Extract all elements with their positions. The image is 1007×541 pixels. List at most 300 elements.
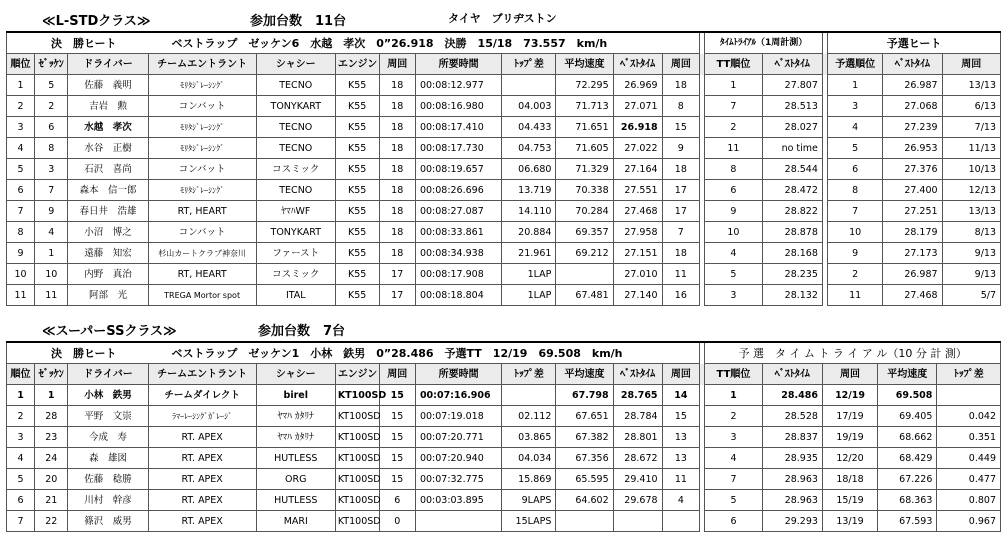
table-cell: ﾔﾏﾊWF — [256, 201, 335, 222]
column-header: シャシー — [256, 54, 335, 75]
table-cell: 28.027 — [762, 117, 822, 138]
table-cell: 7/13 — [942, 117, 1000, 138]
table-cell: 1 — [705, 75, 762, 96]
table-cell: MARI — [256, 511, 335, 532]
table-cell: 9 — [705, 201, 762, 222]
column-header: TT順位 — [705, 54, 762, 75]
column-header: ﾄｯﾌﾟ差 — [502, 54, 556, 75]
table-cell: 14.110 — [502, 201, 556, 222]
table-row — [7, 406, 1001, 427]
table-cell: 22 — [35, 511, 68, 532]
table-cell: 26.918 — [613, 117, 662, 138]
table-cell: 18 — [379, 96, 415, 117]
table-cell: 0.449 — [937, 448, 1001, 469]
table-cell: 68.429 — [878, 448, 937, 469]
table-cell: 69.212 — [556, 243, 613, 264]
table-cell: 03.865 — [502, 427, 556, 448]
table-cell: 12/19 — [822, 385, 877, 406]
table-cell: 11 — [7, 285, 35, 306]
table-cell: 水越 孝次 — [68, 117, 148, 138]
table-cell: 27.468 — [613, 201, 662, 222]
table-cell: 9LAPS — [502, 490, 556, 511]
table-cell: コスミック — [256, 159, 335, 180]
table-cell: 3 — [7, 427, 35, 448]
table-cell: チームダイレクト — [148, 385, 256, 406]
table-cell: 15 — [379, 427, 415, 448]
table-cell: 7 — [35, 180, 68, 201]
table-row — [7, 264, 1001, 285]
table-cell: コスミック — [256, 264, 335, 285]
table-cell: 8 — [705, 159, 762, 180]
table-cell — [937, 385, 1001, 406]
table-cell: 28.472 — [762, 180, 822, 201]
table-cell: 11 — [705, 138, 762, 159]
table-cell: 19/19 — [822, 427, 877, 448]
column-header: エンジン — [335, 54, 379, 75]
table-cell: 00:07:16.906 — [415, 385, 501, 406]
table-row — [7, 117, 1001, 138]
table-cell: 71.713 — [556, 96, 613, 117]
column-header: ドライバー — [68, 364, 148, 385]
table-cell: 0.351 — [937, 427, 1001, 448]
table-cell: 67.356 — [556, 448, 613, 469]
table-cell: 15 — [662, 117, 700, 138]
table-cell: 27.551 — [613, 180, 662, 201]
table-cell: 71.329 — [556, 159, 613, 180]
table-cell: 5 — [705, 264, 762, 285]
table-cell: RT. APEX — [148, 511, 256, 532]
column-header: エンジン — [335, 364, 379, 385]
table-cell: 69.357 — [556, 222, 613, 243]
table-cell: 18 — [379, 201, 415, 222]
table-cell: コンバット — [148, 222, 256, 243]
table-cell: K55 — [335, 180, 379, 201]
table-row — [7, 159, 1001, 180]
table-cell: 28.837 — [762, 427, 822, 448]
table-cell: 吉岩 勲 — [68, 96, 148, 117]
table-cell: 18 — [379, 138, 415, 159]
table-cell: 27.140 — [613, 285, 662, 306]
table-cell: 阿部 光 — [68, 285, 148, 306]
table-row — [7, 222, 1001, 243]
table-cell: 00:08:27.087 — [415, 201, 501, 222]
table-cell: 8 — [7, 222, 35, 243]
column-header: 周回 — [662, 364, 700, 385]
table-cell: 27.071 — [613, 96, 662, 117]
table-cell: 16 — [662, 285, 700, 306]
table-cell: 8/13 — [942, 222, 1000, 243]
table-cell: 28.168 — [762, 243, 822, 264]
table-cell: ﾓﾘﾀｼﾞﾚｰｼﾝｸﾞ — [148, 180, 256, 201]
table-cell: 9 — [662, 138, 700, 159]
table-cell: 10 — [828, 222, 883, 243]
superss-header-row — [7, 364, 1001, 385]
table-cell: TREGA Mortor spot — [148, 285, 256, 306]
table-cell: 27.468 — [883, 285, 942, 306]
table-row — [7, 448, 1001, 469]
table-cell: 13 — [662, 427, 700, 448]
column-header: ドライバー — [68, 54, 148, 75]
table-cell: 6 — [379, 490, 415, 511]
table-cell — [415, 511, 501, 532]
column-header: 周回 — [662, 54, 700, 75]
table-cell: 7 — [7, 511, 35, 532]
table-cell: 67.226 — [878, 469, 937, 490]
table-cell: 69.508 — [878, 385, 937, 406]
column-header: 周回 — [379, 54, 415, 75]
table-cell: 15 — [662, 406, 700, 427]
table-cell: 28.179 — [883, 222, 942, 243]
table-cell: 6 — [35, 117, 68, 138]
table-cell: 26.969 — [613, 75, 662, 96]
column-header: 所要時間 — [415, 54, 501, 75]
table-cell: KT100SD — [335, 427, 379, 448]
table-cell: ORG — [256, 469, 335, 490]
table-cell: 21 — [35, 490, 68, 511]
table-cell: 0 — [379, 511, 415, 532]
table-cell: 28.765 — [613, 385, 662, 406]
table-cell: 6 — [828, 159, 883, 180]
table-cell: 5 — [35, 75, 68, 96]
table-cell: RT. APEX — [148, 490, 256, 511]
table-cell: 13/19 — [822, 511, 877, 532]
table-cell: 27.400 — [883, 180, 942, 201]
table-cell: 3 — [7, 117, 35, 138]
table-cell: 64.602 — [556, 490, 613, 511]
table-cell: 28.132 — [762, 285, 822, 306]
column-header: ﾍﾞｽﾄﾀｲﾑ — [613, 54, 662, 75]
table-cell: TECNO — [256, 117, 335, 138]
table-cell: 00:08:17.730 — [415, 138, 501, 159]
table-cell: 29.410 — [613, 469, 662, 490]
table-row — [7, 385, 1001, 406]
table-cell: 杉山カートクラブ神奈川 — [148, 243, 256, 264]
table-cell: 遠藤 知宏 — [68, 243, 148, 264]
table-cell: 26.987 — [883, 75, 942, 96]
table-cell: 9/13 — [942, 243, 1000, 264]
table-cell: 68.662 — [878, 427, 937, 448]
table-cell: 13/13 — [942, 201, 1000, 222]
table-cell: 28.486 — [762, 385, 822, 406]
table-cell: RT. APEX — [148, 448, 256, 469]
table-cell: 森本 信一郎 — [68, 180, 148, 201]
table-cell: ﾓﾘﾀｼﾞﾚｰｼﾝｸﾞ — [148, 75, 256, 96]
table-cell: 15 — [379, 469, 415, 490]
table-cell: 18 — [662, 159, 700, 180]
table-cell: RT. APEX — [148, 427, 256, 448]
column-header: 平均速度 — [556, 364, 613, 385]
table-cell: no time — [762, 138, 822, 159]
lstd-final-heat-band: 決 勝ヒート ベストラップ ゼッケン6 水越 孝次 0”26.918 決勝 15/18 73.557 km/h — [7, 32, 700, 54]
table-cell: 18 — [379, 243, 415, 264]
column-header: 周回 — [379, 364, 415, 385]
table-cell: 18 — [379, 117, 415, 138]
table-cell: 70.338 — [556, 180, 613, 201]
table-cell: 00:08:18.804 — [415, 285, 501, 306]
table-cell: 6 — [7, 490, 35, 511]
table-cell: 17 — [379, 264, 415, 285]
table-cell: 28.822 — [762, 201, 822, 222]
table-cell: 7 — [705, 96, 762, 117]
table-cell: 14 — [662, 385, 700, 406]
table-cell: コンバット — [148, 96, 256, 117]
table-cell: 0.042 — [937, 406, 1001, 427]
table-cell: 04.034 — [502, 448, 556, 469]
table-cell: 00:07:20.940 — [415, 448, 501, 469]
table-cell: 11 — [828, 285, 883, 306]
table-cell: 2 — [705, 406, 762, 427]
table-cell: 6/13 — [942, 96, 1000, 117]
table-cell: 1 — [35, 385, 68, 406]
table-cell: 6 — [7, 180, 35, 201]
table-row — [7, 75, 1001, 96]
table-cell: ﾗﾏｰﾚｰｼﾝｸﾞｶﾞﾚｰｼﾞ — [148, 406, 256, 427]
table-cell: 5 — [7, 159, 35, 180]
table-cell: コンバット — [148, 159, 256, 180]
table-cell: 10/13 — [942, 159, 1000, 180]
column-header: 周回 — [822, 364, 877, 385]
table-cell: 小林 鉄男 — [68, 385, 148, 406]
table-cell: 1LAP — [502, 264, 556, 285]
table-cell: 15 — [379, 406, 415, 427]
table-cell: 67.593 — [878, 511, 937, 532]
lstd-tire-brand: タイヤ ブリヂストン — [448, 12, 557, 25]
table-cell: 21.961 — [502, 243, 556, 264]
table-cell: 13.719 — [502, 180, 556, 201]
table-cell: 5 — [828, 138, 883, 159]
table-cell: 29.678 — [613, 490, 662, 511]
table-cell: 17 — [662, 201, 700, 222]
column-header: 平均速度 — [556, 54, 613, 75]
table-cell: 0.967 — [937, 511, 1001, 532]
table-cell: 00:08:12.977 — [415, 75, 501, 96]
table-cell: K55 — [335, 222, 379, 243]
table-cell: 28.235 — [762, 264, 822, 285]
table-cell: ﾔﾏﾊ ｶﾀﾘﾅ — [256, 427, 335, 448]
table-cell: 04.003 — [502, 96, 556, 117]
table-cell: 26.987 — [883, 264, 942, 285]
table-cell: 13 — [662, 448, 700, 469]
table-cell: K55 — [335, 117, 379, 138]
table-cell: 4 — [705, 448, 762, 469]
table-cell: 小沼 博之 — [68, 222, 148, 243]
table-cell: TECNO — [256, 180, 335, 201]
table-cell: 1 — [35, 243, 68, 264]
lstd-band-row — [7, 32, 1001, 54]
table-cell: TONYKART — [256, 96, 335, 117]
table-cell: 15LAPS — [502, 511, 556, 532]
table-cell: 00:07:19.018 — [415, 406, 501, 427]
table-cell: ﾓﾘﾀｼﾞﾚｰｼﾝｸﾞ — [148, 117, 256, 138]
column-header: 順位 — [7, 54, 35, 75]
column-header: ﾄｯﾌﾟ差 — [502, 364, 556, 385]
table-cell: 27.068 — [883, 96, 942, 117]
table-cell: 17 — [662, 180, 700, 201]
lstd-header-row — [7, 54, 1001, 75]
table-cell — [556, 511, 613, 532]
table-cell: 3 — [705, 285, 762, 306]
table-cell: 00:07:32.775 — [415, 469, 501, 490]
table-cell: 27.239 — [883, 117, 942, 138]
table-cell: 28.528 — [762, 406, 822, 427]
table-row — [7, 201, 1001, 222]
table-cell: 4 — [662, 490, 700, 511]
table-cell: 71.651 — [556, 117, 613, 138]
table-cell: ﾓﾘﾀｼﾞﾚｰｼﾝｸﾞ — [148, 138, 256, 159]
table-cell: 9/13 — [942, 264, 1000, 285]
table-cell: 27.022 — [613, 138, 662, 159]
table-cell: 11/13 — [942, 138, 1000, 159]
table-cell: 67.481 — [556, 285, 613, 306]
table-cell: 00:08:33.861 — [415, 222, 501, 243]
table-cell: 04.433 — [502, 117, 556, 138]
table-cell: 27.251 — [883, 201, 942, 222]
column-header: チームエントラント — [148, 54, 256, 75]
table-cell: 4 — [35, 222, 68, 243]
table-cell: 28.878 — [762, 222, 822, 243]
table-cell: 佐藤 義明 — [68, 75, 148, 96]
table-cell: 8 — [662, 96, 700, 117]
table-cell: 67.651 — [556, 406, 613, 427]
table-cell: 18 — [662, 75, 700, 96]
table-cell: TONYKART — [256, 222, 335, 243]
table-cell: K55 — [335, 138, 379, 159]
table-row — [7, 427, 1001, 448]
table-cell: 18/18 — [822, 469, 877, 490]
table-cell: 1 — [828, 75, 883, 96]
table-cell: 川村 幹彦 — [68, 490, 148, 511]
table-row — [7, 469, 1001, 490]
table-cell: 11 — [662, 469, 700, 490]
table-cell: 65.595 — [556, 469, 613, 490]
lstd-entries-count: 参加台数 11台 — [250, 14, 347, 29]
table-cell: K55 — [335, 285, 379, 306]
table-cell: K55 — [335, 264, 379, 285]
column-header: 予選順位 — [828, 54, 883, 75]
table-cell: KT100SD — [335, 385, 379, 406]
column-header: ﾍﾞｽﾄﾀｲﾑ — [613, 364, 662, 385]
table-cell: 27.173 — [883, 243, 942, 264]
table-cell: 20 — [35, 469, 68, 490]
column-header: ﾄｯﾌﾟ差 — [937, 364, 1001, 385]
table-cell: 2 — [828, 264, 883, 285]
table-cell: 11 — [662, 264, 700, 285]
table-cell: 28.513 — [762, 96, 822, 117]
table-cell: 1 — [7, 75, 35, 96]
table-cell: 5 — [705, 490, 762, 511]
table-cell — [502, 75, 556, 96]
table-cell: K55 — [335, 243, 379, 264]
table-cell: 28.784 — [613, 406, 662, 427]
superss-time-trial-band: 予 選 タ イ ム ト ラ イ ア ル（10 分 計 測） — [705, 342, 1001, 364]
table-cell: 00:07:20.771 — [415, 427, 501, 448]
table-cell: 4 — [7, 448, 35, 469]
column-header: ｾﾞｯｹﾝ — [35, 364, 68, 385]
table-cell: 5 — [7, 469, 35, 490]
table-cell: 69.405 — [878, 406, 937, 427]
table-cell: 17/19 — [822, 406, 877, 427]
table-cell: birel — [256, 385, 335, 406]
table-row — [7, 96, 1001, 117]
table-cell: 1 — [7, 385, 35, 406]
table-cell: 7 — [662, 222, 700, 243]
table-cell: K55 — [335, 159, 379, 180]
table-cell: RT. APEX — [148, 469, 256, 490]
table-cell: 9 — [7, 243, 35, 264]
table-cell: 00:03:03.895 — [415, 490, 501, 511]
table-cell: 27.376 — [883, 159, 942, 180]
table-cell: 15.869 — [502, 469, 556, 490]
column-header: シャシー — [256, 364, 335, 385]
table-cell — [556, 264, 613, 285]
table-cell: 4 — [828, 117, 883, 138]
column-header: ｾﾞｯｹﾝ — [35, 54, 68, 75]
table-cell: 7 — [705, 469, 762, 490]
table-cell: 68.363 — [878, 490, 937, 511]
table-cell: 04.753 — [502, 138, 556, 159]
table-cell — [613, 511, 662, 532]
table-cell: 12/13 — [942, 180, 1000, 201]
table-cell: 15 — [379, 385, 415, 406]
table-cell: 2 — [35, 96, 68, 117]
table-cell: 18 — [379, 180, 415, 201]
table-cell: 5/7 — [942, 285, 1000, 306]
table-row — [7, 285, 1001, 306]
table-cell: 27.010 — [613, 264, 662, 285]
table-cell: 27.807 — [762, 75, 822, 96]
table-cell: 8 — [828, 180, 883, 201]
table-cell: 28.801 — [613, 427, 662, 448]
table-cell: 00:08:34.938 — [415, 243, 501, 264]
table-cell: K55 — [335, 75, 379, 96]
table-cell: 3 — [828, 96, 883, 117]
table-cell: RT, HEART — [148, 264, 256, 285]
table-cell: 11 — [35, 285, 68, 306]
table-row — [7, 511, 1001, 532]
table-cell: K55 — [335, 201, 379, 222]
table-cell: HUTLESS — [256, 490, 335, 511]
superss-entries-count: 参加台数 7台 — [258, 324, 346, 339]
table-cell: 10 — [705, 222, 762, 243]
table-cell: 00:08:17.410 — [415, 117, 501, 138]
lstd-results-table — [6, 31, 1001, 306]
table-cell — [502, 385, 556, 406]
table-cell: 28 — [35, 406, 68, 427]
table-cell: 67.382 — [556, 427, 613, 448]
table-cell: 1LAP — [502, 285, 556, 306]
table-cell: 28.935 — [762, 448, 822, 469]
column-header: チームエントラント — [148, 364, 256, 385]
superss-band-row — [7, 342, 1001, 364]
table-cell: 9 — [35, 201, 68, 222]
column-header: 周回 — [942, 54, 1000, 75]
table-cell: 平野 文崇 — [68, 406, 148, 427]
table-row — [7, 180, 1001, 201]
table-cell: TECNO — [256, 138, 335, 159]
table-cell: 18 — [379, 222, 415, 243]
table-cell: 15/19 — [822, 490, 877, 511]
table-cell: 今成 寿 — [68, 427, 148, 448]
table-cell: 4 — [7, 138, 35, 159]
table-cell: 70.284 — [556, 201, 613, 222]
lstd-qualifying-heat-band: 予選ヒート — [828, 32, 1001, 54]
lstd-class-title: ≪L-STDクラス≫ — [42, 14, 151, 29]
table-cell: 20.884 — [502, 222, 556, 243]
table-cell: 9 — [828, 243, 883, 264]
table-cell: 6 — [705, 511, 762, 532]
table-cell: 春日井 浩雄 — [68, 201, 148, 222]
table-cell: 00:08:17.908 — [415, 264, 501, 285]
